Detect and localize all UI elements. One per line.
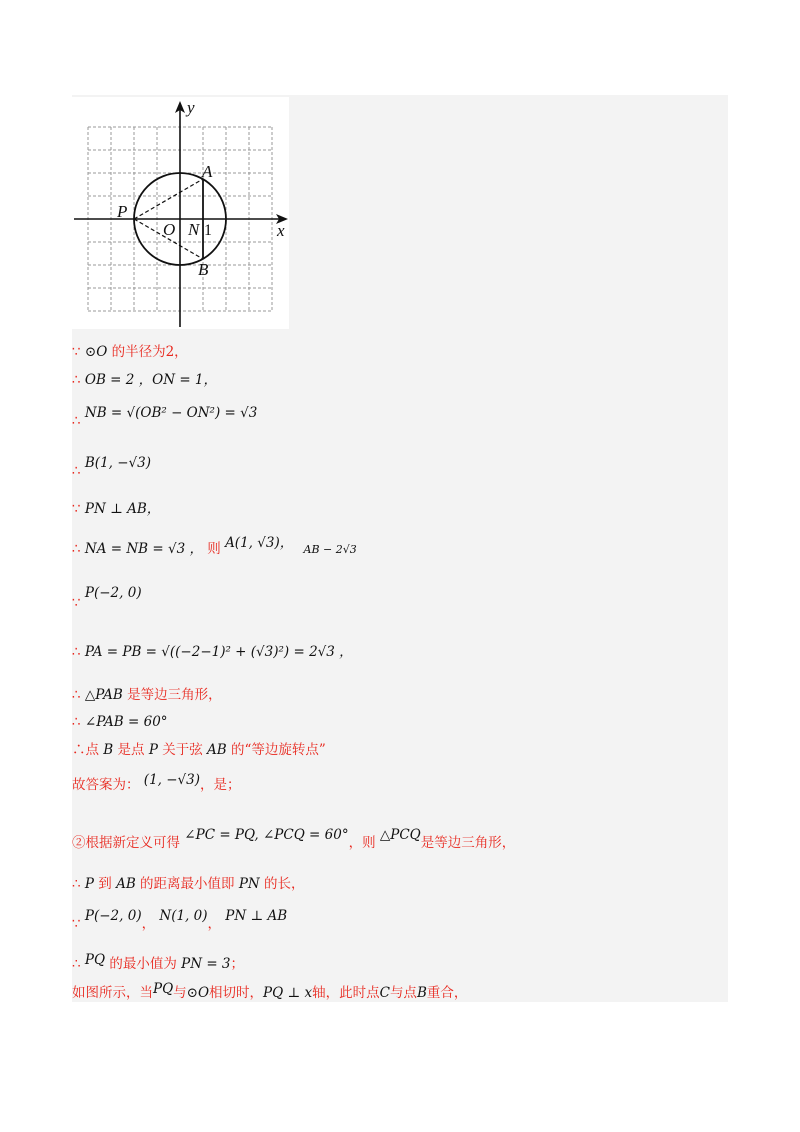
text-about-chord: 关于弦 — [157, 742, 207, 758]
math-p-coord: P(−2, 0) — [84, 908, 142, 924]
text-is-point: 是点 — [113, 742, 149, 758]
separator: ， — [207, 916, 221, 932]
math-a-coord: A(1, √3)， — [225, 535, 294, 551]
math-angle-pab: ∠PAB = 60° — [84, 714, 168, 730]
math-circle-o: ⊙O — [186, 985, 210, 1001]
text-with: 与 — [173, 985, 187, 1001]
text-yes: ，是； — [200, 777, 241, 793]
text-radius: 的半径为2， — [107, 344, 188, 360]
math-pn: PN — [238, 876, 260, 892]
coordinate-figure — [72, 97, 289, 329]
math-b: B — [103, 742, 114, 758]
text-therefore: ∴ — [72, 876, 85, 892]
line-b-coord — [72, 454, 152, 479]
math-ab: AB — [116, 876, 136, 892]
math-p-coord: P(−2, 0) — [84, 585, 142, 601]
math-pn-3: PN = 3 — [181, 956, 231, 972]
y-axis-label: y — [187, 98, 195, 117]
segment-pa — [134, 179, 203, 219]
line-answer — [72, 772, 241, 794]
math-ab-length: AB − 2√3 — [303, 543, 357, 556]
math-triangle-pab: △PAB — [84, 687, 123, 703]
text-ze: 则 — [207, 541, 221, 557]
math-nb: NB = √(OB² − ON²) = √3 — [84, 405, 258, 421]
text-point: ∴点 — [72, 742, 104, 758]
line-min-distance — [72, 875, 305, 893]
line-pa-pb — [72, 643, 353, 661]
x-axis-label: x — [277, 221, 285, 240]
text-as-shown: 如图所示，当 — [72, 985, 153, 1001]
math-c: C — [379, 985, 390, 1001]
line-radius — [72, 343, 188, 361]
line-pq-min — [72, 952, 245, 973]
line-p-coord — [72, 584, 142, 611]
text-new-definition: ②根据新定义可得 — [72, 835, 180, 851]
line-angle — [72, 713, 168, 731]
math-pa-pb: PA = PB = √((−2−1)² + (√3)²) = 2√3 ， — [84, 644, 353, 660]
line-pn-perp — [72, 500, 160, 518]
math-n-coord: N(1, 0) — [159, 908, 208, 924]
line-ob-on — [72, 371, 217, 389]
math-ob-on: OB = 2 ，ON = 1， — [84, 372, 218, 388]
text-then: ，则 — [348, 835, 376, 851]
label-a: A — [202, 162, 213, 181]
text-therefore: ∴ — [72, 956, 85, 972]
text-and-point: 与点 — [389, 985, 417, 1001]
label-n: N — [188, 220, 200, 239]
line-p-n-coords — [72, 907, 288, 932]
line-tangent — [72, 981, 468, 1002]
circle-diagram — [72, 97, 289, 329]
because-symbol: ∵ — [72, 501, 81, 517]
text-min-distance: 的距离最小值即 — [135, 876, 239, 892]
label-b: B — [198, 260, 209, 279]
math-na-nb: NA = NB = √3 ， — [84, 541, 203, 557]
therefore-symbol: ∴ — [72, 714, 81, 730]
text-length: 的长， — [259, 876, 305, 892]
line-equilateral — [72, 686, 222, 704]
math-circle-o: ⊙O — [84, 344, 108, 360]
text-coincide: 重合， — [426, 985, 468, 1001]
therefore-symbol: ∴ — [72, 372, 81, 388]
label-p: P — [117, 202, 128, 221]
because-symbol: ∵ — [72, 344, 81, 360]
therefore-symbol: ∴ — [72, 463, 81, 479]
line-na-nb — [72, 535, 357, 559]
math-triangle-pcq: △PCQ — [379, 827, 421, 843]
label-o: O — [163, 220, 176, 239]
separator: ， — [141, 916, 156, 932]
therefore-symbol: ∴ — [72, 541, 81, 557]
math-b: B — [416, 985, 427, 1001]
text-to: 到 — [93, 876, 117, 892]
math-p: P — [148, 742, 158, 758]
because-symbol: ∵ — [72, 916, 81, 932]
text-equilateral: 是等边三角形， — [122, 687, 222, 703]
text-answer: 故答案为： — [72, 777, 140, 793]
line-nb — [72, 404, 258, 429]
line-new-definition — [72, 827, 516, 852]
math-b-coord: B(1, −√3) — [84, 455, 152, 471]
label-one: 1 — [204, 222, 212, 239]
text-min-value: 的最小值为 — [105, 956, 182, 972]
math-p: P — [84, 876, 94, 892]
because-symbol: ∵ — [72, 595, 81, 611]
math-pn-perp: PN ⊥ AB — [225, 908, 288, 924]
therefore-symbol: ∴ — [72, 413, 81, 429]
math-pq: PQ — [84, 952, 106, 968]
text-semicolon: ； — [230, 956, 245, 972]
therefore-symbol: ∴ — [72, 644, 81, 660]
math-pq: PQ — [153, 981, 174, 997]
text-rotation-point: 的“等边旋转点” — [226, 742, 326, 758]
text-equilateral-2: 是等边三角形， — [420, 835, 516, 851]
math-pn-perp: PN ⊥ AB， — [84, 501, 161, 517]
math-pq-perp-x: PQ ⊥ x — [263, 985, 313, 1001]
text-tangent: 相切时， — [209, 985, 264, 1001]
line-rotation-point — [72, 741, 326, 759]
math-pc-pq: ∠PC = PQ, ∠PCQ = 60° — [184, 827, 349, 843]
text-axis-point: 轴，此时点 — [312, 985, 380, 1001]
math-answer-coord: (1, −√3) — [143, 772, 201, 788]
axes — [74, 107, 282, 327]
therefore-symbol: ∴ — [72, 687, 81, 703]
math-ab: AB — [207, 742, 227, 758]
